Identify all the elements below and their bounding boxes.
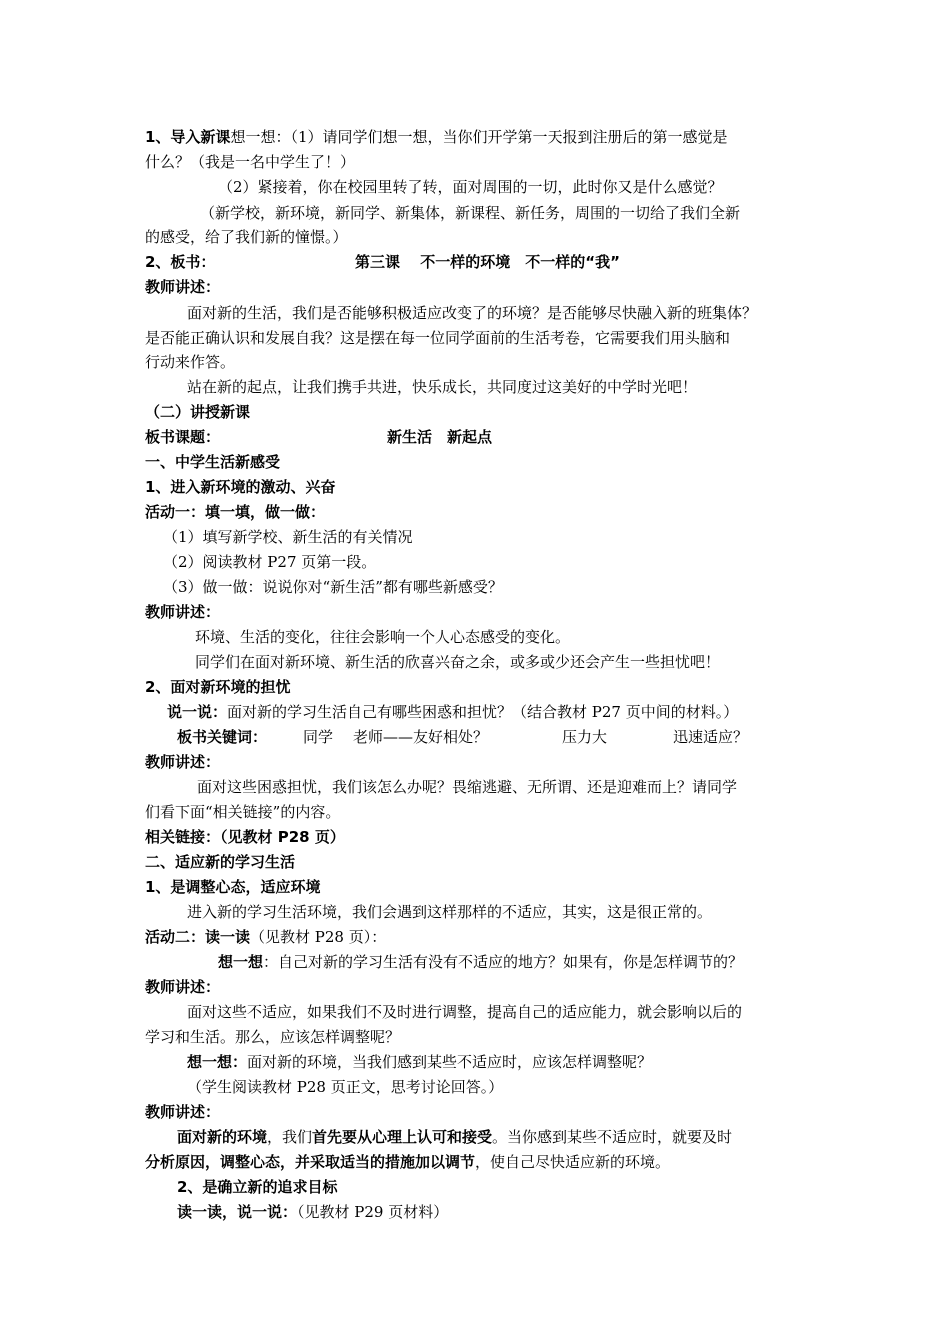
part-heading: （二）讲授新课 [145,403,251,421]
read-text: （见教材 P29 页材料） [297,1203,449,1221]
subsection-heading: 1、是调整心态，适应环境 [145,878,321,896]
think-line [218,952,743,972]
keyword: 迅速适应？ [673,728,749,746]
teacher-speech-heading: 教师讲述： [145,603,221,621]
teacher-speech-heading: 教师讲述： [145,753,221,771]
speech-text: 。当你感到某些不适应时，就要及时 [492,1128,733,1146]
activity-step: （2）阅读教材 P27 页第一段。 [163,553,377,571]
say-text: 面对新的学习生活自己有哪些困惑和担忧？（结合教材 P27 页中间的材料。） [227,703,739,721]
subsection-heading: 1、进入新环境的激动、兴奋 [145,478,336,496]
speech-line [177,1127,732,1147]
speech-line: 站在新的起点，让我们携手共进，快乐成长，共同度过这美好的中学时光吧！ [187,378,698,396]
speech-line: 学习和生活。那么，应该怎样调整呢？ [145,1028,401,1046]
intro-line-4: （新学校，新环境，新同学、新集体，新课程、新任务，周围的一切给了我们全新 [200,204,741,222]
intro-line-3: （2）紧接着，你在校园里转了转，面对周围的一切，此时你又是什么感觉？ [218,178,723,196]
intro-line-1 [145,127,728,147]
speech-line: 同学们在面对新环境、新生活的欣喜兴奋之余，或多或少还会产生一些担忧吧！ [195,653,721,671]
teacher-speech-heading: 教师讲述： [145,1103,221,1121]
read-label: 读一读，说一说： [177,1203,298,1221]
emphasis-text: 面对新的环境 [177,1128,268,1146]
section-heading: 二、适应新的学习生活 [145,853,296,871]
speech-line: 面对这些不适应，如果我们不及时进行调整，提高自己的适应能力，就会影响以后的 [187,1003,743,1021]
activity-line [145,927,386,947]
activity-text: （见教材 P28 页）： [250,928,387,946]
think-text: ：自己对新的学习生活有没有不适应的地方？如果有，你是怎样调节的？ [263,953,744,971]
speech-line: 面对这些困惑担忧，我们该怎么办呢？畏缩逃避、无所谓、还是迎难而上？请同学 [197,778,738,796]
subsection-heading: 2、是确立新的追求目标 [177,1178,338,1196]
speech-text: ，我们 [267,1128,313,1146]
think-line [187,1052,652,1072]
keyword: 同学 [303,728,334,746]
keyword: 压力大 [562,728,608,746]
read-note: （学生阅读教材 P28 页正文，思考讨论回答。） [187,1078,504,1096]
read-line [177,1202,448,1222]
intro-line-5: 的感受，给了我们新的憧憬。） [145,228,348,246]
intro-heading: 1、导入新课 [145,128,231,146]
teacher-speech-heading: 教师讲述： [145,278,221,296]
think-label: 想一想 [218,953,264,971]
speech-text: ，使自己尽快适应新的环境。 [475,1153,671,1171]
keyword: 老师——友好相处？ [353,728,489,746]
intro-text: 想一想：（1）请同学们想一想，当你们开学第一天报到注册后的第一感觉是 [230,128,728,146]
speech-line [145,1152,670,1172]
speech-line: 们看下面“相关链接”的内容。 [145,803,341,821]
section-heading: 一、中学生活新感受 [145,453,281,471]
teacher-speech-heading: 教师讲述： [145,978,221,996]
keyword-label: 板书关键词： [177,728,268,746]
board-label: 2、板书： [145,253,216,271]
think-text: 面对新的环境，当我们感到某些不适应时，应该怎样调整呢？ [247,1053,653,1071]
speech-line: 面对新的生活，我们是否能够积极适应改变了的环境？是否能够尽快融入新的班集体？ [187,304,758,322]
activity-step: （3）做一做：说说你对“新生活”都有哪些新感受？ [163,578,503,596]
emphasis-text: 分析原因，调整心态，并采取适当的措施加以调节 [145,1153,476,1171]
speech-line: 行动来作答。 [145,353,236,371]
intro-line-2: 什么？（我是一名中学生了！） [145,153,356,171]
subsection-heading: 2、面对新环境的担忧 [145,678,291,696]
say-line [167,702,738,722]
emphasis-text: 首先要从心理上认可和接受 [312,1128,493,1146]
activity-label: 活动二：读一读 [145,928,251,946]
body-line: 进入新的学习生活环境，我们会遇到这样那样的不适应，其实，这是很正常的。 [187,903,713,921]
related-link: 相关链接：（见教材 P28 页） [145,828,345,846]
activity-step: （1）填写新学校、新生活的有关情况 [163,528,413,546]
say-label: 说一说： [167,703,228,721]
topic-title: 新生活 新起点 [387,428,493,446]
speech-line: 是否能正确认识和发展自我？这是摆在每一位同学面前的生活考卷，它需要我们用头脑和 [145,329,731,347]
think-label: 想一想： [187,1053,248,1071]
topic-label: 板书课题： [145,428,221,446]
activity-heading: 活动一：填一填，做一做： [145,503,326,521]
speech-line: 环境、生活的变化，往往会影响一个人心态感受的变化。 [195,628,571,646]
board-title: 第三课 不一样的环境 不一样的“我” [355,253,620,271]
